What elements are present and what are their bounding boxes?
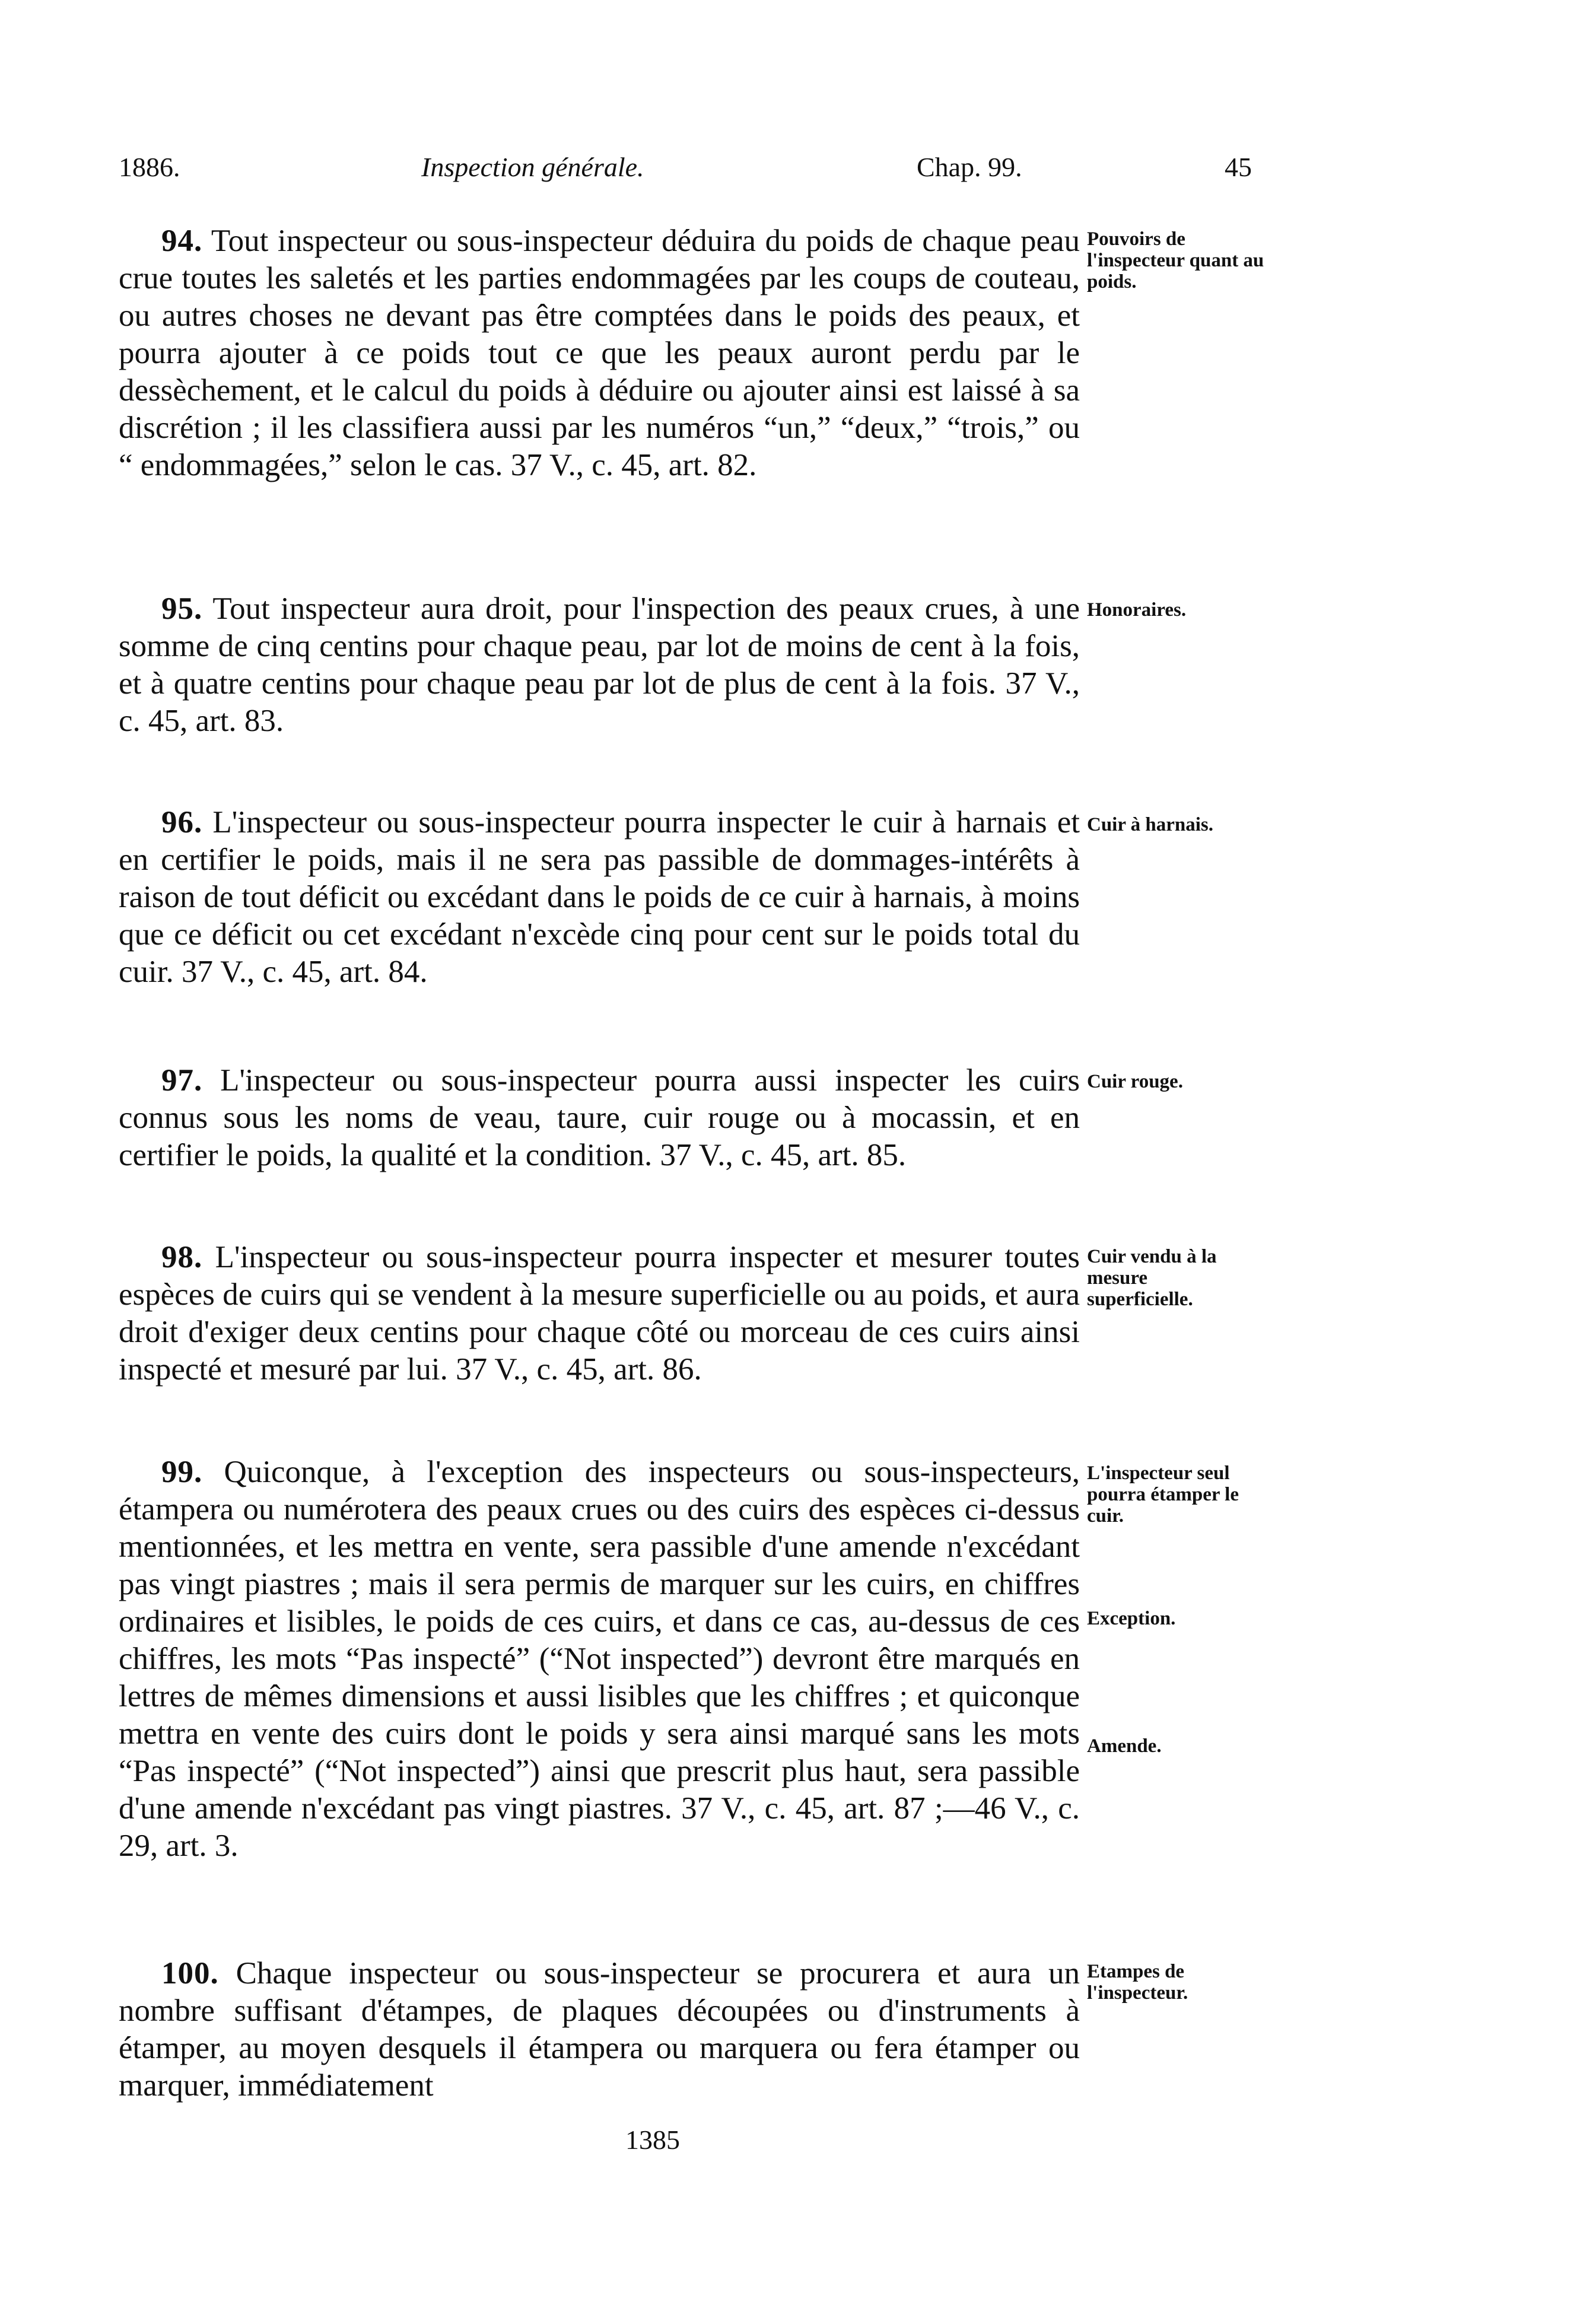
section-number: 95. bbox=[161, 592, 203, 626]
section-100 bbox=[119, 1955, 1080, 2104]
section-paragraph bbox=[119, 1239, 1080, 1388]
margin-note-etampes: Etampes de l'inspecteur. bbox=[1087, 1961, 1188, 2004]
running-header bbox=[119, 151, 1252, 187]
section-text: Tout inspecteur ou sous-inspecteur déduira du poids de chaque peau crue toutes les saletés et les parties endommagées par les coups de couteau, ou autres choses ne devant pas être comptées dans le poids des peaux, et pourra ajouter à ce poids tout ce que les peaux auront perdu par le dessèchement, et le calcul du poids à déduire ou ajouter ainsi est laissé à sa discrétion ; il les classifiera aussi par les numéros “un,” “deux,” “trois,” ou “ endommagées,” selon le cas. 37 V., c. 45, art. 82. bbox=[119, 224, 1080, 482]
margin-note-amende: Amende. bbox=[1087, 1735, 1162, 1757]
section-number: 98. bbox=[161, 1240, 203, 1274]
margin-note-cuir-harnais: Cuir à harnais. bbox=[1087, 814, 1214, 835]
section-99 bbox=[119, 1454, 1080, 1865]
section-paragraph bbox=[119, 590, 1080, 740]
margin-note-pouvoirs: Pouvoirs de l'inspecteur quant au poids. bbox=[1087, 228, 1264, 292]
margin-note-cuir-vendu: Cuir vendu à la mesure superficielle. bbox=[1087, 1246, 1217, 1310]
margin-note-exception: Exception. bbox=[1087, 1608, 1176, 1629]
header-year: 1886. bbox=[119, 152, 180, 182]
section-paragraph bbox=[119, 804, 1080, 991]
section-paragraph bbox=[119, 222, 1080, 484]
section-98 bbox=[119, 1239, 1080, 1388]
section-paragraph bbox=[119, 1955, 1080, 2104]
section-text: L'inspecteur ou sous-inspecteur pourra aussi inspecter les cuirs connus sous les noms de veau, taure, cuir rouge ou à mocassin, et en certifier le poids, la qualité et la condition. 37 V., c. 45, art. 85. bbox=[119, 1063, 1080, 1172]
section-paragraph bbox=[119, 1454, 1080, 1865]
section-97 bbox=[119, 1062, 1080, 1174]
margin-note-inspecteur-seul: L'inspecteur seul pourra étamper le cuir. bbox=[1087, 1462, 1239, 1527]
section-94 bbox=[119, 222, 1080, 484]
section-text: Tout inspecteur aura droit, pour l'inspection des peaux crues, à une somme de cinq centins pour chaque peau, par lot de moins de cent à la fois, et à quatre centins pour chaque peau par lot de plus de cent à la fois. 37 V., c. 45, art. 83. bbox=[119, 592, 1080, 738]
section-number: 99. bbox=[161, 1455, 203, 1489]
section-number: 100. bbox=[161, 1956, 219, 1991]
section-number: 97. bbox=[161, 1063, 203, 1098]
section-text: Quiconque, à l'exception des inspecteurs ou sous-inspecteurs, étampera ou numérotera des peaux crues ou des cuirs des espèces ci-dessus mentionnées, et les mettra en vente, sera passible d'une amende n'excédant pas vingt piastres ; mais il sera permis de marquer sur les cuirs, en chiffres ordinaires et lisibles, le poids de ces cuirs, et dans ce cas, au-dessus de ces chiffres, les mots “Pas inspecté” (“Not inspected”) devront être marqués en lettres de mêmes dimensions et aussi lisibles que les chiffres ; et quiconque mettra en vente des cuirs dont le poids y sera ainsi marqué sans les mots “Pas inspecté” (“Not inspected”) ainsi que prescrit plus haut, sera passible d'une amende n'excédant pas vingt piastres. 37 V., c. 45, art. 87 ;—46 V., c. 29, art. 3. bbox=[119, 1455, 1080, 1863]
section-number: 96. bbox=[161, 805, 203, 840]
margin-note-cuir-rouge: Cuir rouge. bbox=[1087, 1071, 1183, 1092]
margin-note-honoraires: Honoraires. bbox=[1087, 599, 1187, 621]
section-96 bbox=[119, 804, 1080, 991]
section-paragraph bbox=[119, 1062, 1080, 1174]
section-text: L'inspecteur ou sous-inspecteur pourra inspecter et mesurer toutes espèces de cuirs qui se vendent à la mesure superficielle ou au poids, et aura droit d'exiger deux centins pour chaque côté ou morceau de ces cuirs ainsi inspecté et mesuré par lui. 37 V., c. 45, art. 86. bbox=[119, 1240, 1080, 1387]
header-title: Inspection générale. bbox=[421, 152, 644, 182]
section-text: Chaque inspecteur ou sous-inspecteur se procurera et aura un nombre suffisant d'étampes, de plaques découpées ou d'instruments à étamper, au moyen desquels il étampera ou marquera ou fera étamper ou marquer, immédiatement bbox=[119, 1956, 1080, 2103]
section-95 bbox=[119, 590, 1080, 740]
header-page-number: 45 bbox=[1225, 152, 1252, 182]
page-folio: 1385 bbox=[625, 2125, 680, 2155]
section-text: L'inspecteur ou sous-inspecteur pourra inspecter le cuir à harnais et en certifier le poids, mais il ne sera pas passible de dommages-intérêts à raison de tout déficit ou excédant dans le poids de ce cuir à harnais, à moins que ce déficit ou cet excédant n'excède cinq pour cent sur le poids total du cuir. 37 V., c. 45, art. 84. bbox=[119, 805, 1080, 989]
header-chapter: Chap. 99. bbox=[917, 152, 1022, 182]
section-number: 94. bbox=[161, 224, 203, 258]
